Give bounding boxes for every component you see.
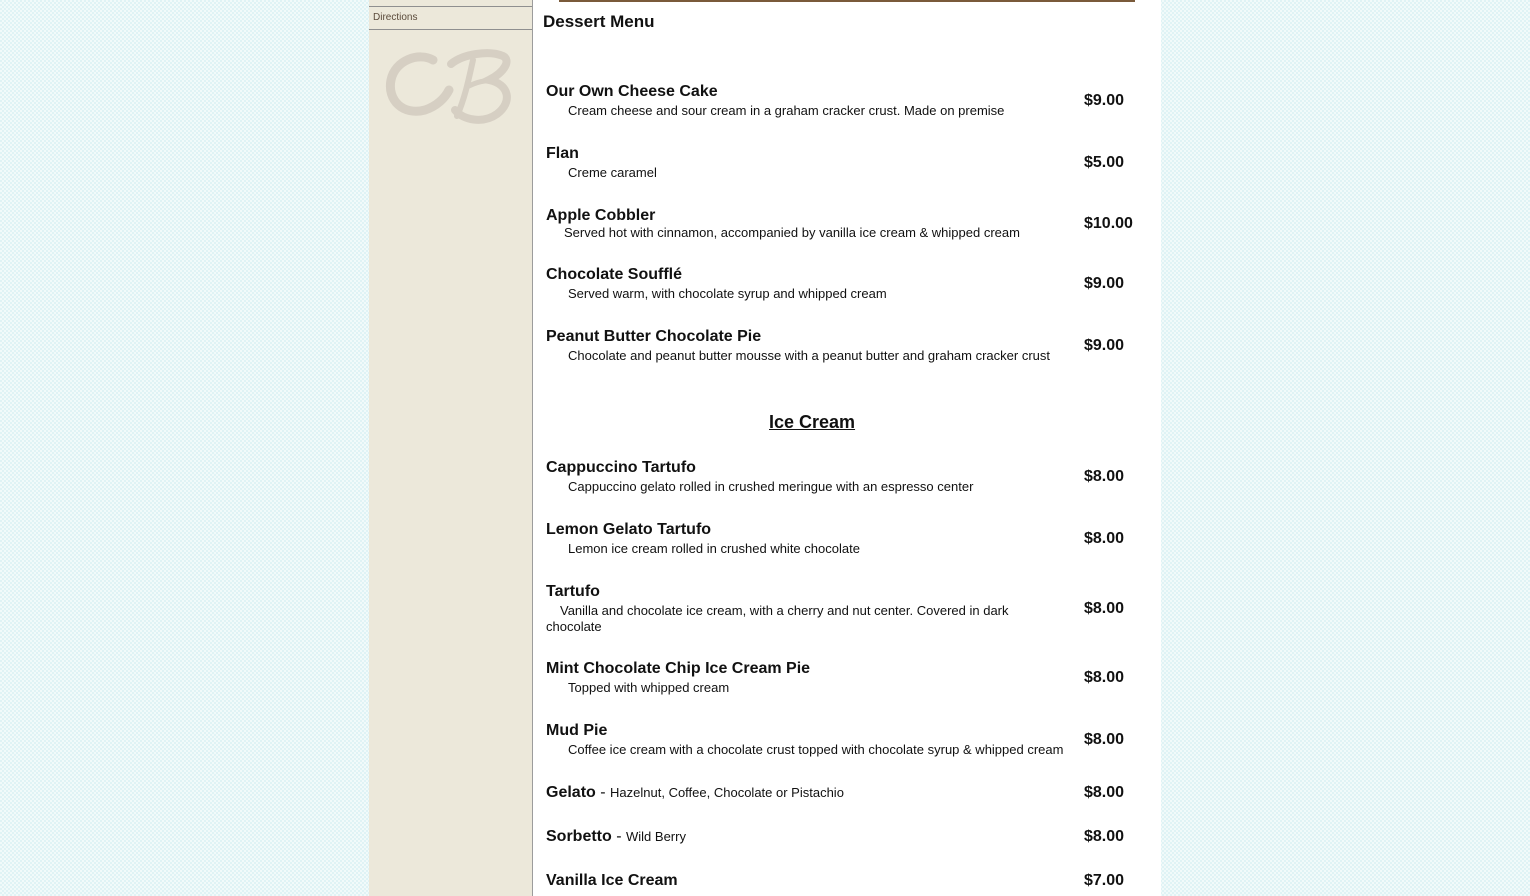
menu-item-name: Tartufo — [546, 583, 600, 600]
menu-item — [546, 722, 1146, 758]
menu-item — [546, 83, 1146, 119]
menu-item-separator: - — [616, 828, 622, 845]
menu-item-name: Chocolate Soufflé — [546, 266, 683, 283]
menu-item-description: Cream cheese and sour cream in a graham cracker crust. Made on premise — [568, 103, 1005, 118]
sidebar-divider-top — [369, 6, 532, 7]
menu-item-name: Mud Pie — [546, 722, 608, 739]
menu-item-name: Sorbetto — [546, 828, 612, 845]
menu-item — [546, 266, 1146, 302]
menu-item-name: Flan — [546, 145, 579, 162]
menu-item-name: Our Own Cheese Cake — [546, 83, 718, 100]
menu-item-options: Wild Berry — [626, 829, 686, 844]
menu-item — [546, 521, 1146, 557]
menu-item-price: $8.00 — [1084, 828, 1125, 845]
sidebar — [369, 0, 533, 896]
menu-item-price: $8.00 — [1084, 669, 1125, 686]
menu-item — [546, 872, 1146, 890]
nav-link-directions[interactable]: Directions — [373, 12, 418, 23]
menu-item-description: Served warm, with chocolate syrup and whipped cream — [568, 286, 887, 301]
menu-item-price: $10.00 — [1084, 215, 1133, 232]
menu-item-price: $5.00 — [1084, 154, 1125, 171]
menu-item-price: $9.00 — [1084, 275, 1125, 292]
menu-item-price: $7.00 — [1084, 872, 1125, 889]
ice-cream-heading: Ice Cream — [769, 412, 856, 432]
menu-item-name: Vanilla Ice Cream — [546, 872, 678, 889]
menu-item-price: $8.00 — [1084, 784, 1125, 801]
menu-item-name: Cappuccino Tartufo — [546, 459, 696, 476]
menu-item-description: Vanilla and chocolate ice cream, with a cherry and nut center. Covered in dark chocolate — [546, 603, 1009, 634]
page — [369, 0, 1161, 896]
menu-item-description: Coffee ice cream with a chocolate crust topped with chocolate syrup & whipped cream — [568, 742, 1064, 757]
menu-item-description: Creme caramel — [568, 165, 657, 180]
menu-item-name: Gelato — [546, 784, 596, 801]
cb-monogram-logo-icon — [385, 46, 515, 130]
menu-item-description: Chocolate and peanut butter mousse with a peanut butter and graham cracker crust — [568, 348, 1051, 363]
menu-item-description: Topped with whipped cream — [568, 680, 730, 695]
menu-item-options: Hazelnut, Coffee, Chocolate or Pistachio — [610, 785, 844, 800]
menu-item — [546, 145, 1146, 181]
menu-item-price: $8.00 — [1084, 530, 1125, 547]
menu-item-name: Apple Cobbler — [546, 207, 656, 224]
menu-item-price: $8.00 — [1084, 600, 1125, 617]
menu-item-name: Mint Chocolate Chip Ice Cream Pie — [546, 660, 811, 677]
menu-item-description: Lemon ice cream rolled in crushed white chocolate — [568, 541, 860, 556]
menu-item-name: Lemon Gelato Tartufo — [546, 521, 712, 538]
menu-item-name: Peanut Butter Chocolate Pie — [546, 328, 762, 345]
menu-item — [546, 583, 1146, 635]
banner-bottom-edge — [559, 0, 1135, 2]
menu-item-description: Cappuccino gelato rolled in crushed meringue with an espresso center — [568, 479, 974, 494]
menu-item — [546, 459, 1146, 495]
menu-item — [546, 784, 1146, 802]
menu-item-price: $9.00 — [1084, 337, 1125, 354]
menu-item-price: $8.00 — [1084, 731, 1125, 748]
menu-item — [546, 660, 1146, 696]
menu-item — [546, 207, 1146, 241]
menu-item — [546, 328, 1146, 364]
menu-item-separator: - — [600, 784, 606, 801]
sidebar-divider-bottom — [369, 29, 532, 30]
page-title: Dessert Menu — [543, 12, 655, 31]
menu-item-description: Served hot with cinnamon, accompanied by vanilla ice cream & whipped cream — [564, 225, 1020, 240]
menu-item-price: $9.00 — [1084, 92, 1125, 109]
menu-item-price: $8.00 — [1084, 468, 1125, 485]
menu-item — [546, 828, 1146, 846]
